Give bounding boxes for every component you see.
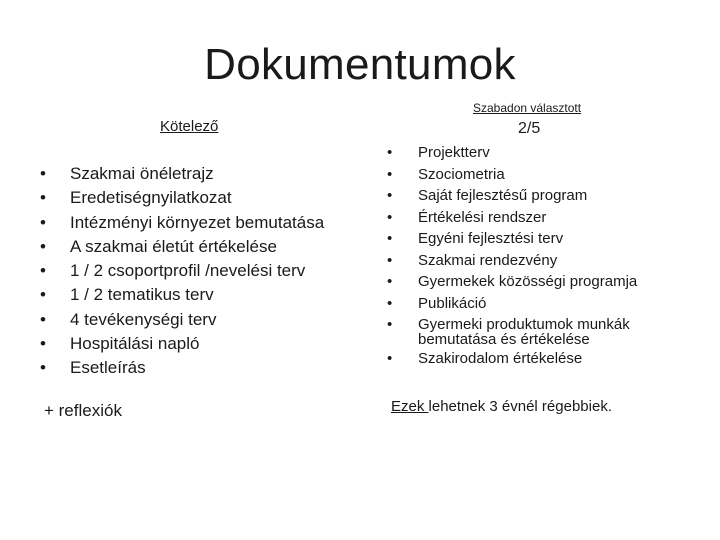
mandatory-heading: Kötelező [160, 118, 219, 135]
list-item: • Szakirodalom értékelése [387, 349, 583, 367]
list-item: • Esetleírás [40, 358, 146, 378]
list-item: • Gyermeki produktumok munkák bemutatása és értékelése [387, 314, 637, 348]
list-item-continuation: bemutatása és értékelése [418, 330, 590, 348]
list-item: • Intézményi környezet bemutatása [40, 212, 325, 232]
mandatory-document-list [40, 162, 324, 381]
list-item: • Egyéni fejlesztési terv [387, 230, 564, 247]
list-item: • 1 / 2 csoportprofil /nevelési terv [40, 261, 306, 281]
optional-heading: Szabadon választott [473, 101, 582, 115]
age-note [391, 398, 612, 415]
list-item: • Szociometria [387, 165, 505, 183]
list-item: • 4 tevékenységi terv [40, 309, 217, 329]
list-item: • Saját fejlesztésű program [387, 187, 588, 204]
optional-document-list [387, 142, 637, 369]
list-item: • A szakmai életút értékelése [40, 236, 277, 256]
reflections-note: + reflexiók [44, 401, 122, 420]
list-item: • Szakmai rendezvény [387, 251, 558, 269]
list-item: • Eredetiségnyilatkozat [40, 188, 232, 208]
optional-ratio: 2/5 [518, 120, 541, 137]
list-item: • Szakmai önéletrajz [40, 164, 214, 183]
age-note-text: lehetnek 3 évnél régebbiek. [428, 398, 612, 415]
list-item: • Hospitálási napló [40, 334, 200, 354]
age-note-emphasis: Ezek [391, 398, 429, 415]
slide-title: Dokumentumok [204, 40, 516, 89]
list-item: • Értékelési rendszer [387, 208, 547, 226]
list-item: • Projektterv [387, 144, 490, 161]
list-item: • Publikáció [387, 294, 487, 312]
list-item: • Gyermekek közösségi programja [387, 273, 638, 290]
list-item: • 1 / 2 tematikus terv [40, 285, 214, 305]
